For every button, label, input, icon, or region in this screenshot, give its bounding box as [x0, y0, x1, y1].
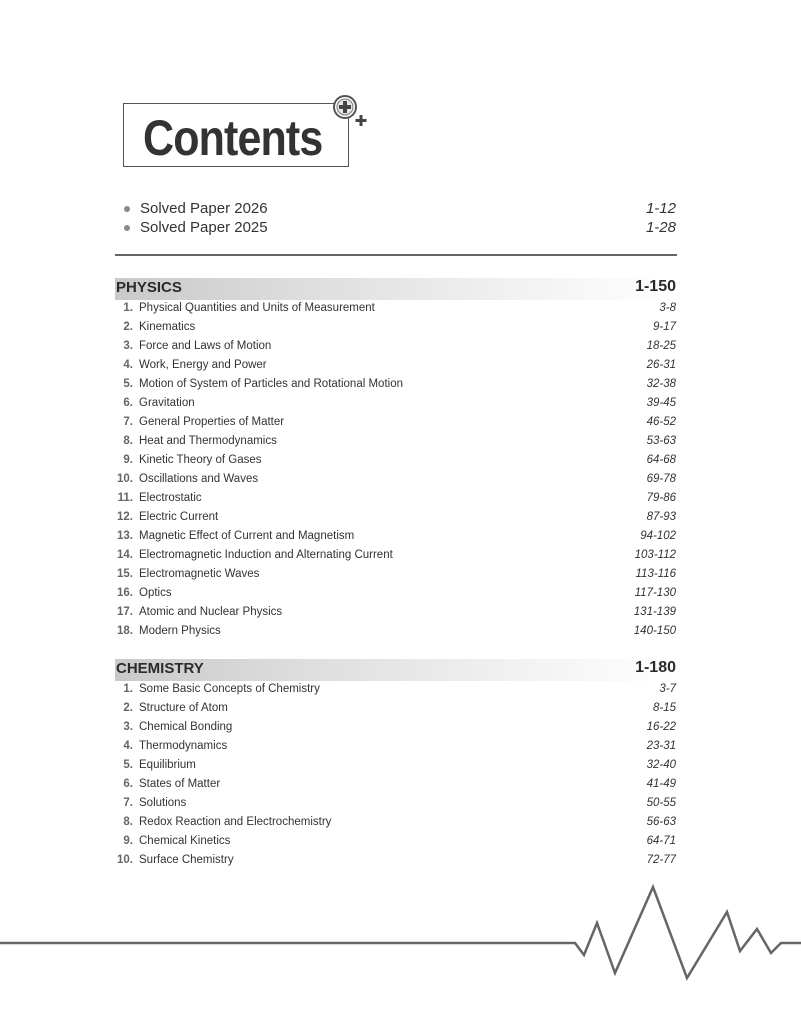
chapter-number: 6. [123, 397, 133, 409]
chapter-row[interactable] [115, 778, 677, 797]
solved-paper-entry[interactable] [124, 219, 676, 239]
chapter-number: 3. [123, 340, 133, 352]
chapter-title: Optics [139, 587, 172, 599]
chapter-row[interactable] [115, 683, 677, 702]
bullet-icon [124, 225, 130, 231]
chapter-title: General Properties of Matter [139, 416, 285, 428]
chapter-pages: 64-68 [646, 454, 676, 466]
chapter-title: Electric Current [139, 511, 219, 523]
solved-paper-pages: 1-12 [645, 200, 676, 217]
chapter-number: 1. [123, 683, 133, 695]
chapter-row[interactable] [115, 473, 677, 492]
chapter-number: 2. [123, 321, 133, 333]
chapter-title: Electromagnetic Waves [139, 568, 260, 580]
chapter-row[interactable] [115, 416, 677, 435]
chapter-pages: 69-78 [646, 473, 676, 485]
chapter-row[interactable] [115, 435, 677, 454]
chapter-row[interactable] [115, 721, 677, 740]
chapter-row[interactable] [115, 568, 677, 587]
chapter-number: 10. [117, 473, 133, 485]
chapter-pages: 79-86 [646, 492, 676, 504]
solved-paper-entry[interactable] [124, 200, 676, 220]
chapter-pages: 32-38 [646, 378, 676, 390]
solved-paper-label: Solved Paper 2025 [140, 219, 268, 236]
chapter-number: 4. [123, 740, 133, 752]
chapter-title: Work, Energy and Power [139, 359, 267, 371]
chapter-number: 3. [123, 721, 133, 733]
chapter-title: Structure of Atom [139, 702, 228, 714]
chapter-row[interactable] [115, 454, 677, 473]
chapter-number: 11. [117, 492, 133, 504]
chapter-title: Kinetic Theory of Gases [139, 454, 262, 466]
chapter-number: 10. [117, 854, 133, 866]
chapter-title: Physical Quantities and Units of Measurement [139, 302, 375, 314]
chapter-row[interactable] [115, 530, 677, 549]
chapter-pages: 8-15 [652, 702, 676, 714]
chapter-title: Motion of System of Particles and Rotational Motion [139, 378, 403, 390]
chapter-title: Redox Reaction and Electrochemistry [139, 816, 332, 828]
chapter-number: 17. [117, 606, 133, 618]
chapter-pages: 3-7 [659, 683, 676, 695]
chapter-row[interactable] [115, 816, 677, 835]
chapter-title: Oscillations and Waves [139, 473, 259, 485]
chapter-title: Magnetic Effect of Current and Magnetism [139, 530, 355, 542]
chapter-row[interactable] [115, 549, 677, 568]
page-title: Contents [143, 110, 323, 166]
chapter-pages: 53-63 [646, 435, 676, 447]
chapter-number: 5. [123, 759, 133, 771]
chapter-pages: 64-71 [646, 835, 676, 847]
chapter-pages: 9-17 [652, 321, 676, 333]
chapter-row[interactable] [115, 835, 677, 854]
heartbeat-line-icon [0, 880, 801, 990]
chapter-row[interactable] [115, 606, 677, 625]
chapter-pages: 3-8 [659, 302, 676, 314]
section-name: PHYSICS [116, 279, 182, 296]
section-name: CHEMISTRY [116, 660, 204, 677]
chapter-number: 18. [117, 625, 133, 637]
chapter-row[interactable] [115, 302, 677, 321]
chapter-title: Some Basic Concepts of Chemistry [139, 683, 320, 695]
chapter-row[interactable] [115, 359, 677, 378]
chapter-pages: 113-116 [635, 568, 676, 580]
chapter-row[interactable] [115, 397, 677, 416]
chapter-title: Heat and Thermodynamics [139, 435, 277, 447]
chapter-number: 15. [117, 568, 133, 580]
chapter-number: 16. [117, 587, 133, 599]
bullet-icon [124, 206, 130, 212]
chapter-pages: 103-112 [634, 549, 676, 561]
chapter-row[interactable] [115, 625, 677, 644]
chapter-number: 7. [123, 416, 133, 428]
chapter-pages: 87-93 [646, 511, 676, 523]
chapter-pages: 94-102 [640, 530, 676, 542]
chapter-number: 9. [123, 835, 133, 847]
chapter-number: 1. [123, 302, 133, 314]
chapter-row[interactable] [115, 797, 677, 816]
chapter-title: Modern Physics [139, 625, 221, 637]
solved-paper-pages: 1-28 [645, 219, 676, 236]
chapter-title: Kinematics [139, 321, 196, 333]
chapter-row[interactable] [115, 740, 677, 759]
chapter-row[interactable] [115, 587, 677, 606]
chapter-pages: 23-31 [646, 740, 676, 752]
chapter-pages: 41-49 [646, 778, 676, 790]
chapter-title: Electrostatic [139, 492, 202, 504]
chapter-pages: 32-40 [646, 759, 676, 771]
chapter-title: Atomic and Nuclear Physics [139, 606, 283, 618]
chapter-pages: 16-22 [646, 721, 676, 733]
circle-plus-icon [330, 94, 370, 128]
chapter-row[interactable] [115, 759, 677, 778]
chapter-number: 12. [117, 511, 133, 523]
section-header [115, 659, 677, 681]
chapter-pages: 140-150 [633, 625, 676, 637]
chapter-title: Thermodynamics [139, 740, 228, 752]
chapter-number: 8. [123, 816, 133, 828]
chapter-number: 13. [117, 530, 133, 542]
chapter-pages: 131-139 [633, 606, 676, 618]
chapter-title: Solutions [139, 797, 187, 809]
chapter-number: 14. [117, 549, 133, 561]
chapter-row[interactable] [115, 340, 677, 359]
section-page-range: 1-180 [635, 659, 676, 676]
section-page-range: 1-150 [635, 278, 676, 295]
chapter-number: 7. [123, 797, 133, 809]
chapter-row[interactable] [115, 702, 677, 721]
chapter-pages: 50-55 [646, 797, 676, 809]
chapter-row[interactable] [115, 321, 677, 340]
chapter-title: Chemical Kinetics [139, 835, 231, 847]
chapter-pages: 72-77 [646, 854, 676, 866]
chapter-number: 4. [123, 359, 133, 371]
chapter-pages: 46-52 [646, 416, 676, 428]
chapter-title: Equilibrium [139, 759, 196, 771]
chapter-title: States of Matter [139, 778, 221, 790]
chapter-number: 2. [123, 702, 133, 714]
chapter-title: Force and Laws of Motion [139, 340, 272, 352]
section-header [115, 278, 677, 300]
chapter-pages: 117-130 [634, 587, 676, 599]
chapter-title: Electromagnetic Induction and Alternating Current [139, 549, 393, 561]
chapter-pages: 18-25 [646, 340, 676, 352]
chapter-pages: 56-63 [646, 816, 676, 828]
chapter-pages: 39-45 [646, 397, 676, 409]
chapter-number: 8. [123, 435, 133, 447]
chapter-number: 9. [123, 454, 133, 466]
chapter-row[interactable] [115, 854, 677, 873]
chapter-title: Surface Chemistry [139, 854, 234, 866]
chapter-pages: 26-31 [646, 359, 676, 371]
solved-paper-label: Solved Paper 2026 [140, 200, 268, 217]
chapter-title: Gravitation [139, 397, 195, 409]
chapter-row[interactable] [115, 378, 677, 397]
chapter-number: 5. [123, 378, 133, 390]
chapter-row[interactable] [115, 492, 677, 511]
chapter-title: Chemical Bonding [139, 721, 233, 733]
chapter-row[interactable] [115, 511, 677, 530]
divider [115, 254, 677, 256]
chapter-number: 6. [123, 778, 133, 790]
